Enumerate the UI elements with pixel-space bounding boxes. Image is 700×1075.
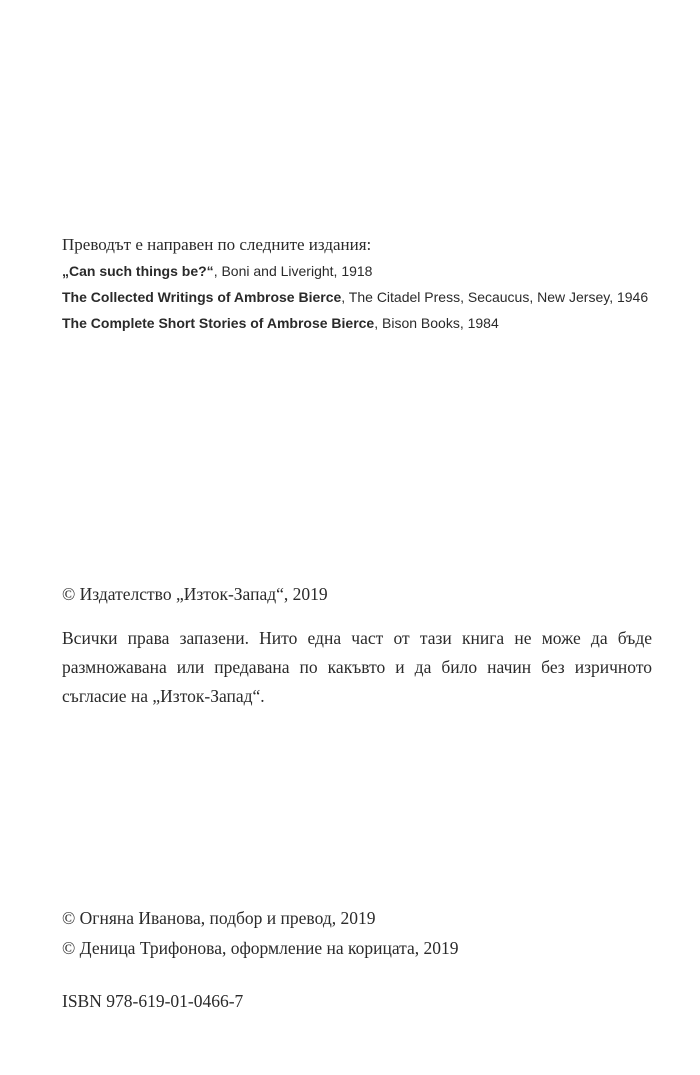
edition-details: , The Citadel Press, Secaucus, New Jersey, 1946 xyxy=(341,289,649,305)
translator-credit: © Огняна Иванова, подбор и превод, 2019 xyxy=(62,908,376,928)
rights-notice: Всички права запазени. Нито една част от тази книга не може да бъде размножавана или предавана по какъвто и да било начин без изричното съгласие на „Изток-Запад“. xyxy=(62,628,652,706)
edition-item xyxy=(62,258,662,284)
publisher-copyright: © Издателство „Изток-Запад“, 2019 xyxy=(62,584,328,604)
cover-design-credit: © Деница Трифонова, оформление на корицата, 2019 xyxy=(62,938,459,958)
credits xyxy=(62,903,662,963)
isbn: ISBN 978-619-01-0466-7 xyxy=(62,991,244,1011)
edition-details: , Bison Books, 1984 xyxy=(374,315,499,331)
edition-item xyxy=(62,284,662,310)
edition-title: The Complete Short Stories of Ambrose Bierce xyxy=(62,315,375,331)
editions-intro: Преводът е направен по следните издания: xyxy=(62,235,372,254)
source-editions xyxy=(62,232,662,336)
edition-title: „Can such things be?“ xyxy=(62,263,214,279)
edition-item xyxy=(62,310,662,336)
publisher-rights xyxy=(62,580,652,711)
edition-title: The Collected Writings of Ambrose Bierce xyxy=(62,289,342,305)
edition-details: , Boni and Liveright, 1918 xyxy=(213,263,373,279)
